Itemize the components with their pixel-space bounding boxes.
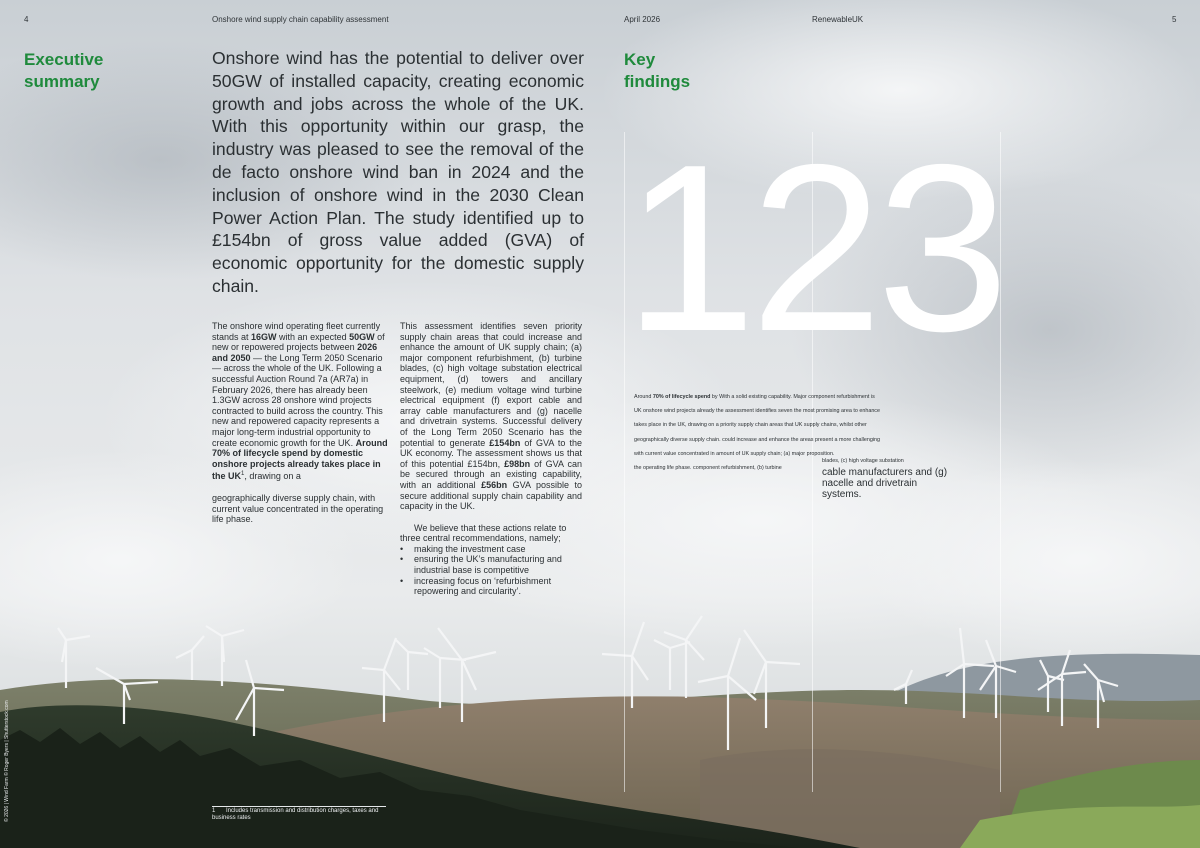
paragraph bbox=[400, 321, 582, 512]
text: The onshore wind operating fleet currently stands at bbox=[212, 321, 381, 342]
heading-line: findings bbox=[624, 72, 691, 91]
tiny-line: UK onshore wind projects already the assessment identifies seven the most promising area to enhance bbox=[634, 408, 881, 415]
text: of GVA to the UK economy. The assessment shows us that of this potential £154bn, bbox=[400, 437, 582, 469]
list-item: • making the investment case bbox=[400, 544, 582, 555]
photo-credit: © 2026 | Wind Farm © Roger Byers | Shutterstock.com bbox=[4, 700, 10, 822]
key-findings-heading bbox=[624, 49, 690, 93]
footnote-number: 1 bbox=[212, 808, 216, 814]
paragraph bbox=[212, 321, 390, 482]
left-page-number: 4 bbox=[24, 15, 29, 24]
text: GVA possible to secure additional supply chain capability and capacity in the UK. bbox=[400, 479, 582, 512]
small-note: blades, (c) high voltage substation bbox=[822, 458, 904, 464]
bold-text: 70% of lifecycle spend bbox=[652, 394, 711, 400]
tiny-line: takes place in the UK, drawing on a priority supply chain areas that UK supply chains, whilst other bbox=[634, 422, 867, 429]
bold-text: £56bn bbox=[481, 479, 508, 490]
lead-paragraph: Onshore wind has the potential to deliver over 50GW of installed capacity, creating economic growth and jobs across the whole of the UK. With this opportunity within our grasp, the industry was pleased to see the removal of the de facto onshore wind ban in 2024 and the inclusion of onshore wind in the 2030 Clean Power Action Plan. The study identified up to £154bn of gross value added (GVA) of economic opportunity for the domestic supply chain. bbox=[212, 48, 584, 296]
heading-line: Key bbox=[624, 50, 656, 69]
footnote-text: Includes transmission and distribution charges, taxes and business rates bbox=[212, 808, 379, 821]
paragraph: geographically diverse supply chain, with current value concentrated in the operating life phase. bbox=[212, 492, 384, 525]
bold-text: £154bn bbox=[489, 437, 521, 448]
right-organisation: RenewableUK bbox=[812, 15, 864, 24]
text: by With a solid existing capability. Major component refurbishment is bbox=[710, 394, 875, 400]
text: This assessment identifies seven priority supply chain areas that could increase and enhance the amount of UK supply chain; (a) major component refurbishment, (b) turbine blades, (c) high voltage substation electrical equipment, (d) towers and ancillary steelwork, (e) medium voltage wind turbine electrical equipment (f) export cable and array cable manufacturers and (g) nacelle and drivetrain systems. Successful delivery of the Long Term 2050 Scenario has the potential to generate bbox=[400, 321, 582, 448]
bold-text: 16GW bbox=[251, 331, 277, 342]
text: , drawing on a bbox=[244, 471, 301, 482]
bold-text: £98bn bbox=[504, 458, 531, 469]
tiny-line: the operating life phase. component refurbishment, (b) turbine bbox=[634, 465, 782, 472]
paragraph: We believe that these actions relate to three central recommendations, namely; bbox=[400, 522, 567, 544]
footnote-ref[interactable]: 1 bbox=[241, 471, 245, 478]
text: of new or repowered projects between bbox=[212, 331, 385, 353]
text: with an expected bbox=[276, 331, 350, 342]
bold-text: 2026 and 2050 bbox=[212, 342, 378, 363]
overflow-text: cable manufacturers and (g) nacelle and drivetrain systems. bbox=[822, 467, 948, 500]
right-date: April 2026 bbox=[624, 15, 661, 24]
footnote bbox=[212, 808, 392, 822]
footnote-rule bbox=[212, 806, 386, 807]
heading-line: Executive bbox=[24, 50, 104, 69]
tiny-line: geographically diverse supply chain. could increase and enhance the areas present a more challenging bbox=[634, 436, 881, 443]
text: Around bbox=[634, 394, 653, 400]
bold-text: Around 70% of lifecycle spend by domestic onshore projects already takes place in the UK bbox=[212, 437, 388, 482]
bold-text: 50GW bbox=[349, 331, 375, 342]
recommendations-list bbox=[400, 544, 582, 597]
big-number-123: 123 bbox=[624, 116, 1004, 381]
body-column-2 bbox=[400, 321, 582, 597]
text: of GVA can be secured through an existing capability, with an additional bbox=[400, 458, 582, 490]
body-column-1 bbox=[212, 321, 390, 525]
right-page-number: 5 bbox=[1172, 15, 1177, 24]
list-item: • ensuring the UK’s manufacturing and industrial base is competitive bbox=[400, 554, 582, 575]
list-item: • increasing focus on ‘refurbishment repowering and circularity’. bbox=[400, 576, 582, 597]
tiny-line bbox=[634, 390, 934, 404]
executive-summary-heading bbox=[24, 49, 103, 93]
tiny-line: with current value concentrated in amount of UK supply chain; (a) major proposition. bbox=[634, 450, 835, 457]
left-running-title: Onshore wind supply chain capability assessment bbox=[212, 15, 389, 24]
text: — the Long Term 2050 Scenario — across the whole of the UK. Following a successful Auction Round 7a (AR7a) in February 2026, there has already been 1.3GW across 28 onshore wind projects contracted to build across the country. This new and repowered capacity represents a major long-term industrial opportunity to create economic growth for the UK. bbox=[212, 352, 383, 448]
heading-line: summary bbox=[24, 72, 100, 91]
